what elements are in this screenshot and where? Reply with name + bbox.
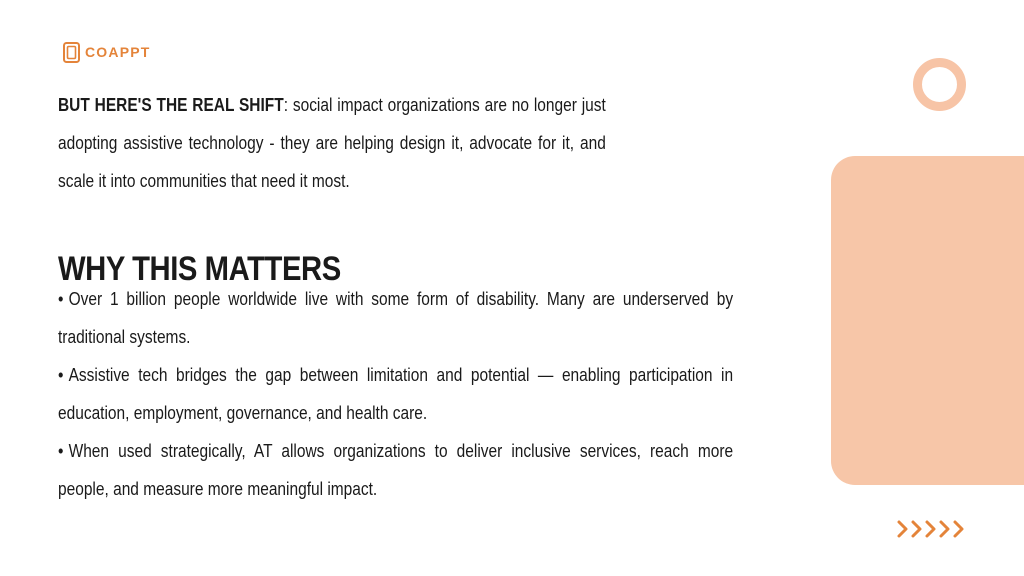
bullet-dot: • <box>58 289 64 309</box>
bullet-item <box>58 356 733 432</box>
ring-decoration <box>913 58 966 111</box>
brand-logo <box>63 40 151 64</box>
chevrons-right-icon <box>896 518 968 540</box>
bullet-text: Over 1 billion people worldwide live with some form of disability. Many are underserved by traditional systems. <box>58 289 734 347</box>
bullet-text: Assistive tech bridges the gap between limitation and potential — enabling participation in education, employment, governance, and health care. <box>58 365 734 423</box>
section-title: WHY THIS MATTERS <box>58 250 341 288</box>
brand-name: COAPPT <box>85 44 151 60</box>
bullet-list <box>58 280 733 508</box>
bullet-item <box>58 432 733 508</box>
bullet-item <box>58 280 733 356</box>
intro-text: : social impact organizations are no longer just adopting assistive technology - they are helping design it, advocate for it, and scale it into communities that need it most. <box>58 95 606 191</box>
bullet-text: When used strategically, AT allows organizations to deliver inclusive services, reach more people, and measure more meaningful impact. <box>58 441 734 499</box>
intro-paragraph <box>58 86 606 200</box>
panel-decoration <box>831 156 1024 485</box>
coappt-logo-icon <box>63 42 80 63</box>
bullet-dot: • <box>58 365 64 385</box>
bullet-dot: • <box>58 441 64 461</box>
intro-lead: BUT HERE'S THE REAL SHIFT <box>58 95 284 115</box>
